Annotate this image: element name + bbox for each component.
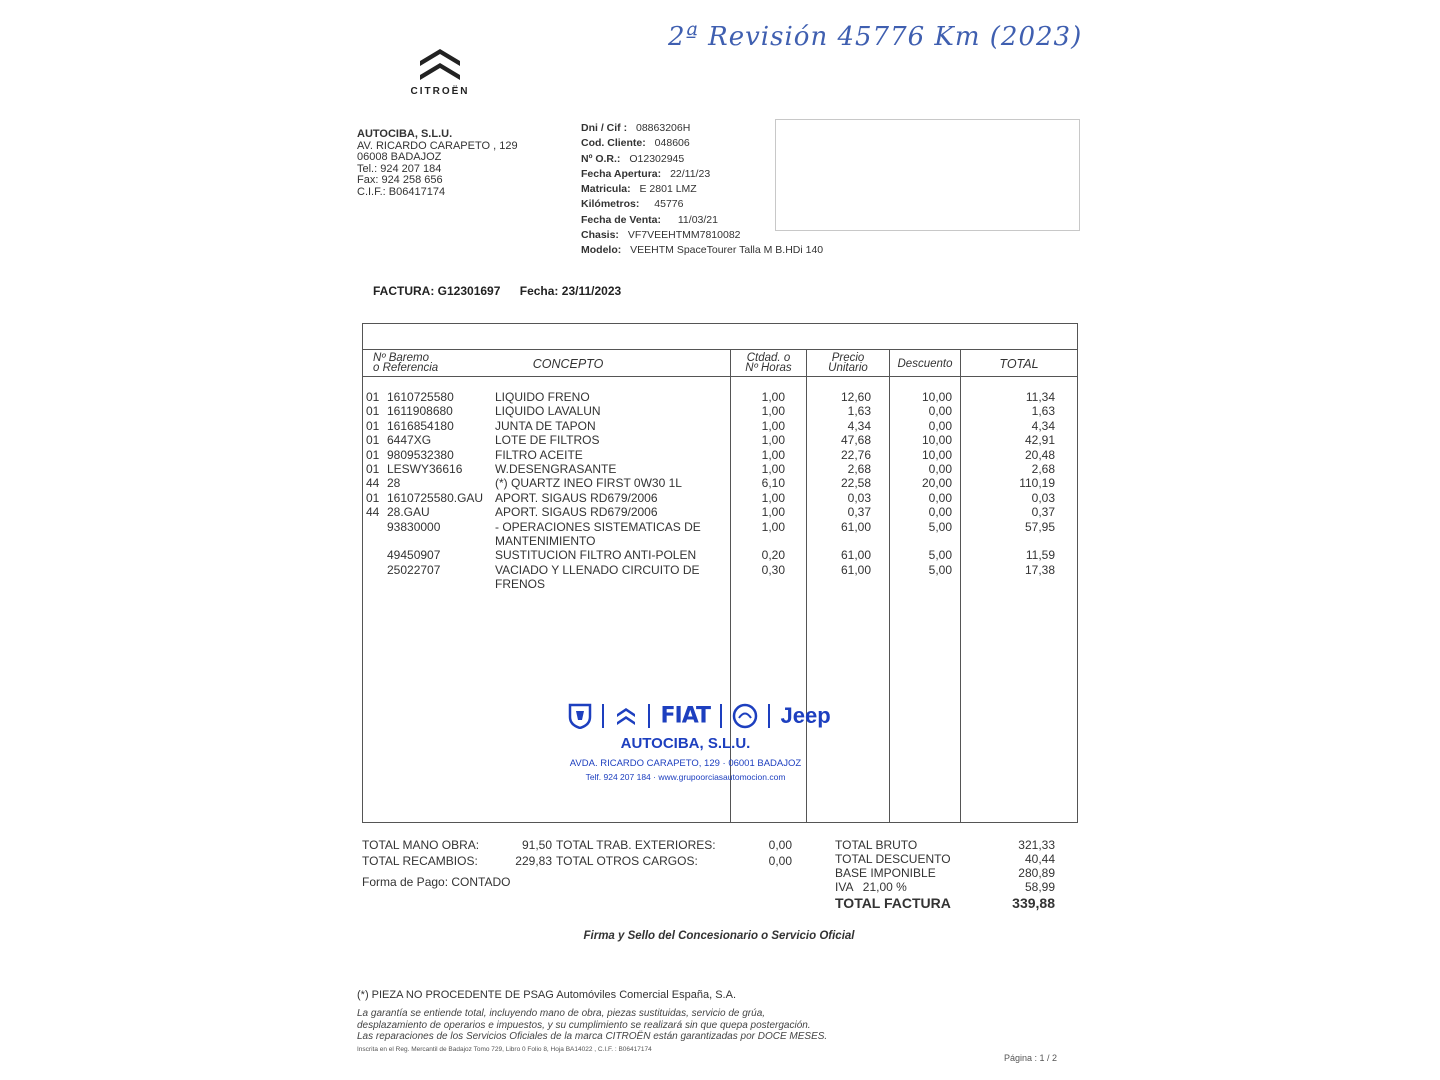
cell-code: 01 (366, 390, 380, 404)
cell-disc: 5,00 (928, 519, 952, 534)
cell-price: 2,68 (847, 462, 871, 476)
company-cif: C.I.F.: B06417174 (357, 185, 446, 198)
company-tel: Tel.: 924 207 184 (357, 162, 442, 175)
stamp-brand-logos (568, 702, 831, 729)
cell-total: 4,34 (1031, 418, 1055, 433)
cell-concept: FRENOS (495, 577, 546, 592)
or-label: Nº O.R.: (581, 152, 621, 165)
total-factura-value: 339,88 (1012, 895, 1055, 911)
factura-number: G12301697 (437, 284, 501, 298)
cell-code: 44 (366, 476, 380, 491)
cell-price: 4,34 (847, 418, 871, 433)
cell-code: 44 (366, 505, 380, 520)
bruto-label: TOTAL BRUTO (835, 838, 918, 852)
cell-ref: 1616854180 (387, 418, 454, 433)
cell-price: 0,03 (847, 490, 871, 505)
bruto-value: 321,33 (1018, 838, 1055, 852)
cell-disc: 0,00 (928, 490, 952, 505)
cell-code: 01 (366, 462, 380, 476)
cell-concept: APORT. SIGAUS RD679/2006 (495, 505, 658, 520)
cell-concept: SUSTITUCION FILTRO ANTI-POLEN (495, 548, 697, 563)
header-precio-line2: Unitario (828, 362, 868, 374)
dni-value: 08863206H (636, 122, 691, 134)
cell-concept: LIQUIDO LAVALUN (495, 404, 601, 419)
cell-disc: 0,00 (928, 505, 952, 520)
cell-ref: 1610725580.GAU (387, 490, 484, 505)
cell-concept: APORT. SIGAUS RD679/2006 (495, 490, 658, 505)
header-cant-line1: Ctdad. o (746, 352, 791, 364)
otros-value: 0,00 (768, 854, 792, 868)
cell-disc: 0,00 (928, 404, 952, 419)
iva-value: 58,99 (1024, 880, 1055, 894)
company-block (357, 129, 518, 198)
header-ref-line1: Nº Baremo (373, 352, 429, 364)
invoice-table (362, 323, 1078, 823)
warranty-line: La garantía se entiende total, incluyendo mano de obra, piezas sustituidas, servicio de grúa, (357, 1008, 766, 1019)
chasis-label: Chasis: (581, 229, 619, 242)
cell-qty: 6,10 (761, 476, 785, 491)
cod-label: Cod. Cliente: (581, 137, 646, 150)
cell-qty: 1,00 (761, 433, 785, 448)
cell-total: 0,03 (1031, 490, 1055, 505)
cell-qty: 1,00 (761, 462, 785, 476)
cell-price: 61,00 (840, 519, 871, 534)
cell-price: 47,68 (840, 433, 871, 448)
company-address: AV. RICARDO CARAPETO , 129 (357, 139, 518, 152)
cell-disc: 5,00 (928, 548, 952, 563)
cell-concept: LIQUIDO FRENO (495, 390, 590, 404)
cell-ref: 28.GAU (387, 505, 430, 520)
forma-pago: Forma de Pago: CONTADO (362, 875, 511, 889)
cell-total: 42,91 (1024, 433, 1055, 448)
stamp-separator (602, 704, 604, 728)
fecha-apertura-value: 22/11/23 (670, 167, 711, 180)
stamp-separator (768, 704, 770, 728)
cell-code: 01 (366, 490, 380, 505)
header-ref (373, 353, 438, 373)
cell-total: 1,63 (1031, 404, 1055, 419)
handwritten-note: 2ª Revisión 45776 Km (2023) (668, 22, 1083, 52)
cod-value: 048606 (654, 137, 690, 150)
cell-disc: 5,00 (928, 562, 952, 577)
fecha-venta-label: Fecha de Venta: (581, 213, 661, 226)
header-cantidad (731, 353, 806, 373)
cell-price: 61,00 (840, 562, 871, 577)
cell-code: 01 (366, 433, 380, 448)
table-header-bottom-rule (363, 376, 1077, 377)
cell-total: 17,38 (1024, 562, 1055, 577)
cell-concept: VACIADO Y LLENADO CIRCUITO DE (495, 562, 700, 577)
cell-disc: 10,00 (921, 390, 952, 404)
customer-address-box (775, 119, 1080, 231)
mano-obra-label: TOTAL MANO OBRA: (362, 838, 480, 852)
table-header-top-rule (363, 349, 1077, 350)
cell-ref: 93830000 (387, 519, 441, 534)
recambios-value: 229,83 (515, 854, 552, 868)
cell-qty: 1,00 (761, 519, 785, 534)
descuento-label: TOTAL DESCUENTO (835, 852, 951, 866)
iva-label: IVA 21,00 % (835, 880, 907, 894)
base-label: BASE IMPONIBLE (835, 866, 936, 880)
cell-price: 22,58 (840, 476, 871, 491)
cell-total: 57,95 (1024, 519, 1055, 534)
fecha-apertura-label: Fecha Apertura: (581, 167, 662, 180)
dealer-stamp (568, 702, 831, 783)
cell-price: 61,00 (840, 548, 871, 563)
cell-qty: 1,00 (761, 447, 785, 462)
cell-disc: 0,00 (928, 462, 952, 476)
factura-label: FACTURA: (373, 284, 435, 298)
citroen-chevron-icon (614, 703, 638, 729)
peugeot-shield-icon (568, 703, 592, 729)
warranty-text (357, 1008, 917, 1043)
company-fax: Fax: 924 258 656 (357, 174, 443, 186)
header-ref-line2: o Referencia (373, 362, 439, 374)
table-body (363, 390, 1077, 630)
cell-ref: 6447XG (387, 433, 432, 448)
fecha-label: Fecha: (519, 284, 559, 298)
cell-total: 11,59 (1025, 548, 1055, 563)
cell-concept: - OPERACIONES SISTEMATICAS DE (495, 519, 701, 534)
cell-qty: 1,00 (761, 390, 785, 404)
cell-disc: 10,00 (921, 447, 952, 462)
stamp-contact: Telf. 924 207 184 · www.grupoorciasautomocion.com (585, 772, 786, 783)
km-label: Kilómetros: (581, 198, 640, 211)
cell-total: 0,37 (1031, 505, 1055, 520)
stamp-separator (648, 704, 650, 728)
cell-price: 22,76 (840, 447, 871, 462)
cell-qty: 0,20 (761, 548, 785, 563)
cell-disc: 0,00 (928, 418, 952, 433)
or-value: O12302945 (629, 152, 685, 165)
abarth-icon (732, 703, 758, 729)
cell-concept: MANTENIMIENTO (495, 534, 596, 548)
otros-label: TOTAL OTROS CARGOS: (556, 854, 698, 868)
cell-ref: 1611908680 (387, 404, 453, 419)
stamp-separator (720, 704, 722, 728)
cell-price: 1,63 (847, 404, 871, 419)
warranty-line: Las reparaciones de los Servicios Oficiales de la marca CITROËN están garantizadas por DOCE MESES. (357, 1031, 828, 1042)
descuento-value: 40,44 (1024, 852, 1055, 866)
cell-qty: 1,00 (761, 505, 785, 520)
fecha-venta-value: 11/03/21 (677, 213, 718, 226)
total-factura-label: TOTAL FACTURA (835, 895, 951, 911)
header-total: TOTAL (999, 357, 1039, 371)
matricula-value: E 2801 LMZ (639, 183, 697, 196)
header-precio-line1: Precio (831, 352, 865, 364)
footnote: (*) PIEZA NO PROCEDENTE DE PSAG Automóviles Comercial España, S.A. (357, 989, 737, 1001)
cell-concept: W.DESENGRASANTE (495, 462, 617, 476)
cell-ref: 25022707 (387, 562, 441, 577)
stamp-address: AVDA. RICARDO CARAPETO, 129 · 06001 BADAJOZ (569, 758, 802, 770)
jeep-wordmark: Jeep (780, 703, 831, 729)
invoice-line (373, 284, 621, 298)
stamp-company-name: AUTOCIBA, S.L.U. (620, 735, 751, 753)
company-city: 06008 BADAJOZ (357, 151, 442, 163)
cell-code: 01 (366, 447, 380, 462)
cell-qty: 1,00 (761, 490, 785, 505)
trab-ext-label: TOTAL TRAB. EXTERIORES: (556, 838, 716, 852)
mano-obra-value: 91,50 (521, 838, 552, 852)
page-number: Página : 1 / 2 (1004, 1053, 1058, 1063)
cell-total: 110,19 (1019, 476, 1055, 491)
fecha-value: 23/11/2023 (561, 284, 622, 298)
cell-disc: 10,00 (921, 433, 952, 448)
registry-text: Inscrita en el Reg. Mercantil de Badajoz Tomo 729, Libro 0 Folio 8, Hoja BA14022 , C.I.F. : B06417174 (357, 1046, 652, 1053)
cell-price: 12,60 (840, 390, 871, 404)
cell-concept: LOTE DE FILTROS (495, 433, 600, 448)
cell-ref: 28 (387, 476, 401, 491)
company-name: AUTOCIBA, S.L.U. (357, 128, 453, 140)
brand-text: CITROËN (410, 86, 470, 97)
cell-concept: JUNTA DE TAPON (495, 418, 596, 433)
header-concepto: CONCEPTO (532, 357, 604, 371)
recambios-label: TOTAL RECAMBIOS: (362, 854, 478, 868)
modelo-label: Modelo: (581, 244, 622, 257)
header-cant-line2: Nº Horas (745, 362, 792, 374)
header-precio (807, 353, 889, 373)
cell-total: 11,34 (1025, 390, 1055, 404)
chevrons-icon (417, 45, 463, 81)
cell-qty: 0,30 (761, 562, 785, 577)
cell-total: 2,68 (1031, 462, 1055, 476)
cell-qty: 1,00 (761, 418, 785, 433)
cell-total: 20,48 (1024, 447, 1055, 462)
totals-section (362, 838, 1062, 918)
km-value: 45776 (654, 198, 684, 211)
cell-price: 0,37 (847, 505, 871, 520)
matricula-label: Matricula: (581, 183, 631, 196)
signature-label: Firma y Sello del Concesionario o Servicio Oficial (583, 930, 855, 942)
cell-ref: 9809532380 (387, 447, 454, 462)
fiat-wordmark: FIAT (660, 703, 711, 729)
warranty-line: desplazamiento de operarios e impuestos, y su cumplimiento se realizará sin que quepa postergación. (357, 1019, 811, 1031)
base-value: 280,89 (1018, 866, 1055, 880)
header-descuento: Descuento (897, 358, 953, 370)
modelo-value: VEEHTM SpaceTourer Talla M B.HDi 140 (630, 244, 824, 257)
cell-qty: 1,00 (761, 404, 785, 419)
cell-ref: LESWY36616 (387, 462, 463, 476)
dni-label: Dni / Cif : (581, 122, 628, 134)
cell-disc: 20,00 (921, 476, 952, 491)
cell-ref: 1610725580 (387, 390, 454, 404)
cell-code: 01 (366, 418, 380, 433)
chasis-value: VF7VEEHTMM7810082 (627, 229, 741, 242)
cell-concept: FILTRO ACEITE (495, 447, 583, 462)
cell-ref: 49450907 (387, 548, 441, 563)
citroen-logo (405, 45, 475, 97)
trab-ext-value: 0,00 (768, 838, 792, 852)
cell-concept: (*) QUARTZ INEO FIRST 0W30 1L (495, 476, 682, 491)
cell-code: 01 (366, 404, 380, 419)
